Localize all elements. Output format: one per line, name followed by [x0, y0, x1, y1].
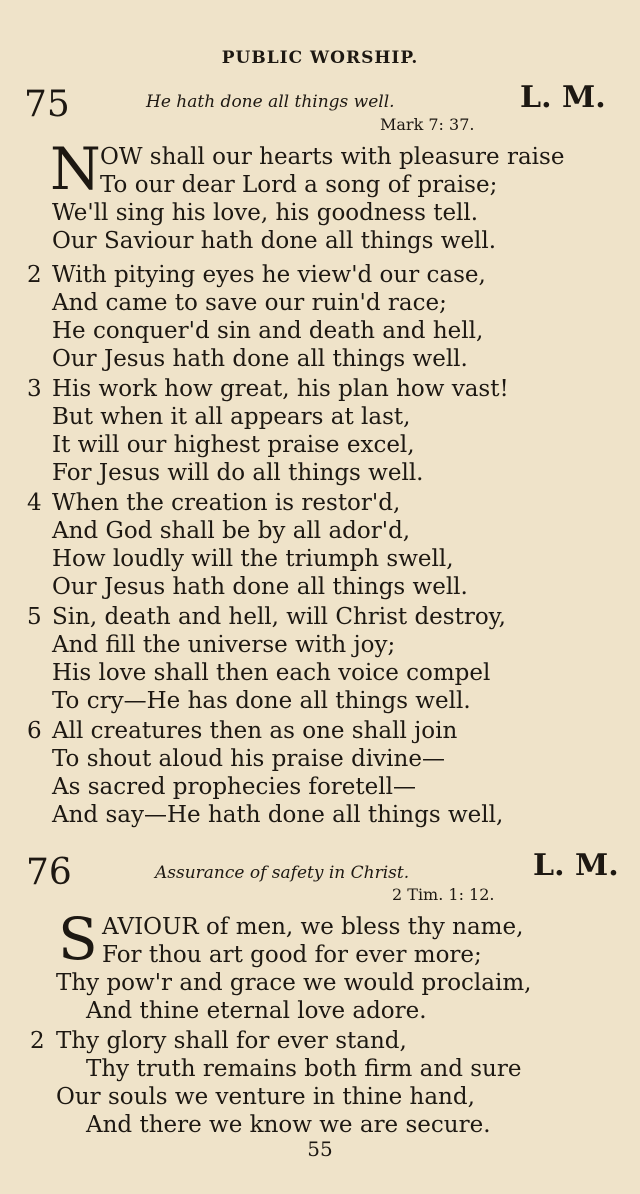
verse-line: With pitying eyes he view'd our case, — [52, 262, 486, 288]
verse-line: Our Jesus hath done all things well. — [52, 574, 468, 600]
scripture-reference: 2 Tim. 1: 12. — [392, 885, 495, 904]
stanza-number: 6 — [27, 718, 42, 744]
verse-line: And say—He hath done all things well, — [52, 802, 504, 828]
stanza-number: 4 — [27, 490, 42, 516]
verse-line: When the creation is restor'd, — [52, 490, 401, 516]
verse-line: As sacred prophecies foretell— — [52, 774, 416, 800]
hymn-number: 75 — [24, 84, 70, 125]
verse-line: He conquer'd sin and death and hell, — [52, 318, 484, 344]
verse-line: How loudly will the triumph swell, — [52, 546, 454, 572]
hymn-meter: L. M. — [520, 80, 606, 115]
verse-line: Thy glory shall for ever stand, — [56, 1028, 407, 1054]
hymn-title: He hath done all things well. — [146, 92, 395, 112]
verse-line: His work how great, his plan how vast! — [52, 376, 509, 402]
stanza-number: 5 — [27, 604, 42, 630]
stanza-number: 2 — [27, 262, 42, 288]
verse-line: And God shall be by all ador'd, — [52, 518, 411, 544]
verse-line: Our Saviour hath done all things well. — [52, 228, 497, 254]
verse-line: To our dear Lord a song of praise; — [100, 172, 498, 198]
verse-line: And there we know we are secure. — [86, 1112, 491, 1138]
verse-line: Thy pow'r and grace we would proclaim, — [56, 970, 532, 996]
verse-line: Sin, death and hell, will Christ destroy, — [52, 604, 506, 630]
verse-line: And fill the universe with joy; — [52, 632, 396, 658]
verse-line: Thy truth remains both firm and sure — [86, 1056, 522, 1082]
page-header: PUBLIC WORSHIP. — [221, 48, 419, 68]
drop-cap: N — [50, 135, 101, 203]
verse-line: To shout aloud his praise divine— — [52, 746, 445, 772]
hymn-meter: L. M. — [533, 848, 619, 883]
hymn-number: 76 — [26, 852, 72, 893]
verse-line: For Jesus will do all things well. — [52, 460, 424, 486]
verse-line: We'll sing his love, his goodness tell. — [52, 200, 479, 226]
verse-line: It will our highest praise excel, — [52, 432, 415, 458]
verse-line: And came to save our ruin'd race; — [52, 290, 447, 316]
verse-line: And thine eternal love adore. — [86, 998, 427, 1024]
scripture-reference: Mark 7: 37. — [380, 115, 475, 134]
page-number: 55 — [307, 1137, 333, 1161]
verse-line: But when it all appears at last, — [52, 404, 411, 430]
verse-line: For thou art good for ever more; — [102, 942, 482, 968]
verse-line: AVIOUR of men, we bless thy name, — [102, 914, 524, 940]
verse-line: OW shall our hearts with pleasure raise — [100, 144, 565, 170]
drop-cap: S — [58, 905, 98, 973]
stanza-number: 3 — [27, 376, 42, 402]
verse-line: Our souls we venture in thine hand, — [56, 1084, 475, 1110]
stanza-number: 2 — [30, 1028, 45, 1054]
verse-line: To cry—He has done all things well. — [52, 688, 471, 714]
verse-line: Our Jesus hath done all things well. — [52, 346, 468, 372]
hymn-title: Assurance of safety in Christ. — [155, 863, 410, 883]
verse-line: His love shall then each voice compel — [52, 660, 491, 686]
verse-line: All creatures then as one shall join — [52, 718, 458, 744]
